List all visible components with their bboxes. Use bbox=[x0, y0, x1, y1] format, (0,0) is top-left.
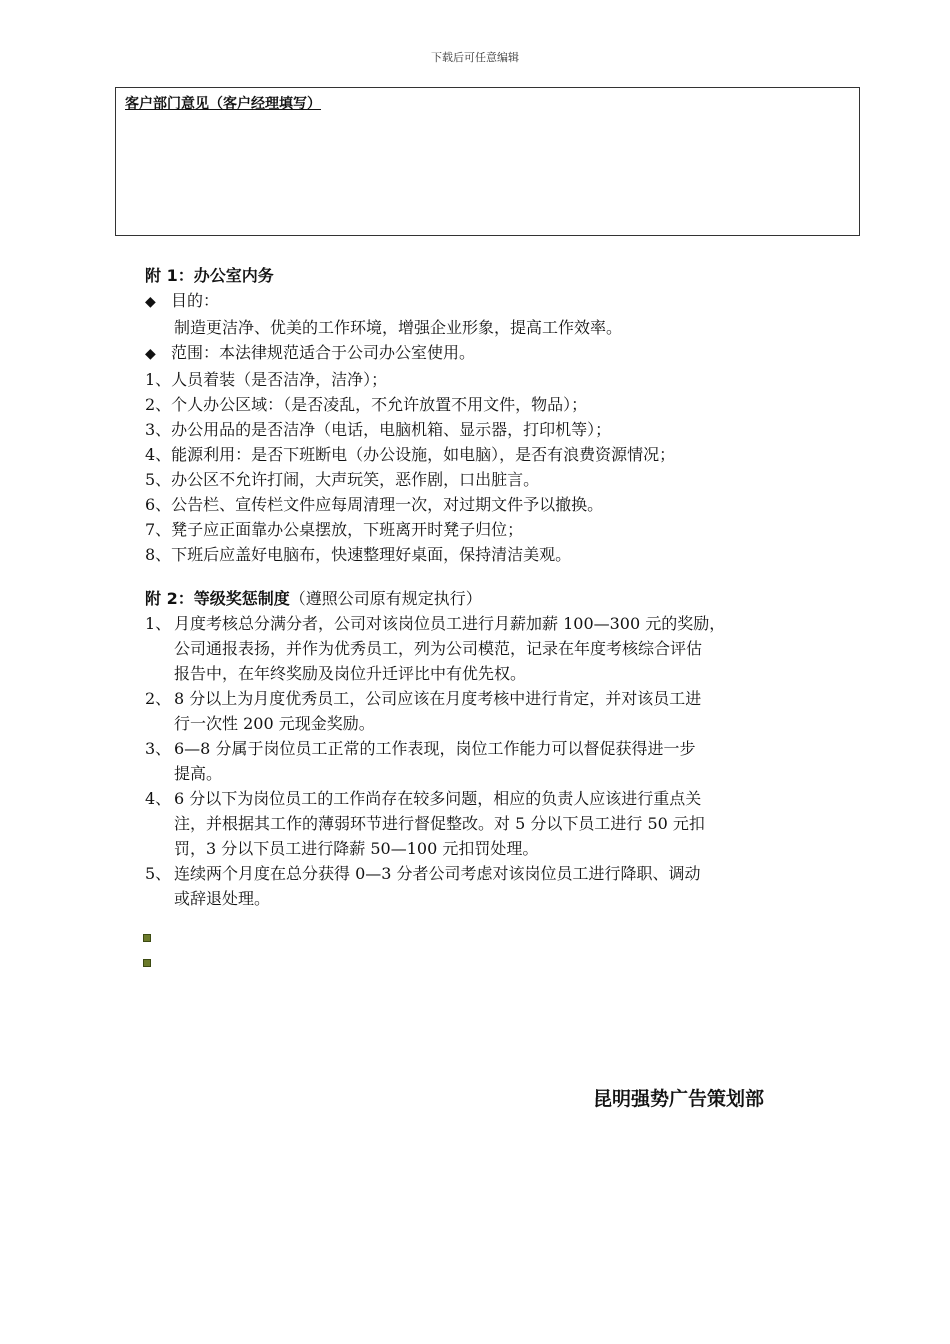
purpose-label: 目的： bbox=[171, 291, 220, 310]
item-line: 注，并根据其工作的薄弱环节进行督促整改。对 5 分以下员工进行 50 元扣 bbox=[174, 814, 705, 833]
customer-opinion-title: 客户部门意见（客户经理填写） bbox=[125, 96, 321, 112]
item-number: 4、 bbox=[145, 789, 172, 808]
appendix1-item: 7、凳子应正面靠办公桌摆放，下班离开时凳子归位； bbox=[145, 520, 524, 539]
appendix2-item bbox=[145, 736, 835, 786]
signature: 昆明强势广告策划部 bbox=[593, 1088, 765, 1110]
appendix1-item: 3、办公用品的是否洁净（电话，电脑机箱、显示器，打印机等）； bbox=[145, 420, 612, 439]
appendix1-item: 5、办公区不允许打闹，大声玩笑，恶作剧，口出脏言。 bbox=[145, 470, 540, 489]
item-line: 8 分以上为月度优秀员工，公司应该在月度考核中进行肯定，并对该员工进 bbox=[174, 689, 702, 708]
item-line: 6 分以下为岗位员工的工作尚存在较多问题，相应的负责人应该进行重点关 bbox=[174, 789, 702, 808]
item-line: 6—8 分属于岗位员工正常的工作表现，岗位工作能力可以督促获得进一步 bbox=[174, 739, 696, 758]
appendix2-item bbox=[145, 786, 835, 861]
item-number: 3、 bbox=[145, 739, 172, 758]
appendix1-item: 1、人员着装（是否洁净，洁净）； bbox=[145, 370, 388, 389]
scope-line bbox=[145, 340, 675, 367]
item-line: 月度考核总分满分者，公司对该岗位员工进行月薪加薪 100—300 元的奖励， bbox=[174, 614, 726, 633]
item-number: 5、 bbox=[145, 864, 172, 883]
embedded-object-icon bbox=[143, 959, 151, 967]
appendix1-item: 6、公告栏、宣传栏文件应每周清理一次，对过期文件予以撤换。 bbox=[145, 495, 604, 514]
item-line: 连续两个月度在总分获得 0—3 分者公司考虑对该岗位员工进行降职、调动 bbox=[174, 864, 701, 883]
item-line: 行一次性 200 元现金奖励。 bbox=[174, 714, 375, 733]
item-number: 2、 bbox=[145, 689, 172, 708]
appendix1-section bbox=[145, 263, 675, 567]
item-line: 提高。 bbox=[174, 764, 223, 783]
diamond-bullet-icon: ◆ bbox=[145, 346, 156, 362]
appendix2-title bbox=[145, 586, 835, 611]
appendix2-item bbox=[145, 611, 835, 686]
embedded-object-icon bbox=[143, 934, 151, 942]
diamond-bullet-icon: ◆ bbox=[145, 294, 156, 310]
item-line: 罚，3 分以下员工进行降薪 50—100 元扣罚处理。 bbox=[174, 839, 539, 858]
appendix2-item bbox=[145, 686, 835, 736]
appendix1-title: 附 1：办公室内务 bbox=[145, 266, 274, 285]
customer-opinion-box bbox=[115, 87, 860, 236]
item-line: 报告中，在年终奖励及岗位升迁评比中有优先权。 bbox=[174, 664, 527, 683]
appendix2-item bbox=[145, 861, 835, 911]
appendix2-title-text: 附 2：等级奖惩制度 bbox=[145, 589, 290, 608]
appendix1-item: 8、下班后应盖好电脑布，快速整理好桌面，保持清洁美观。 bbox=[145, 545, 572, 564]
purpose-text: 制造更洁净、优美的工作环境，增强企业形象，提高工作效率。 bbox=[174, 318, 623, 337]
appendix1-item: 4、能源利用：是否下班断电（办公设施，如电脑），是否有浪费资源情况； bbox=[145, 445, 676, 464]
header-note: 下载后可任意编辑 bbox=[431, 51, 519, 64]
scope-text: 范围：本法律规范适合于公司办公室使用。 bbox=[171, 343, 476, 362]
appendix1-item: 2、个人办公区域：（是否凌乱，不允许放置不用文件，物品）； bbox=[145, 395, 588, 414]
item-line: 或辞退处理。 bbox=[174, 889, 271, 908]
item-line: 公司通报表扬，并作为优秀员工，列为公司模范，记录在年度考核综合评估 bbox=[174, 639, 703, 658]
appendix2-title-note: （遵照公司原有规定执行） bbox=[289, 589, 482, 608]
item-number: 1、 bbox=[145, 614, 172, 633]
purpose-line bbox=[145, 288, 675, 315]
appendix2-section bbox=[145, 586, 835, 911]
